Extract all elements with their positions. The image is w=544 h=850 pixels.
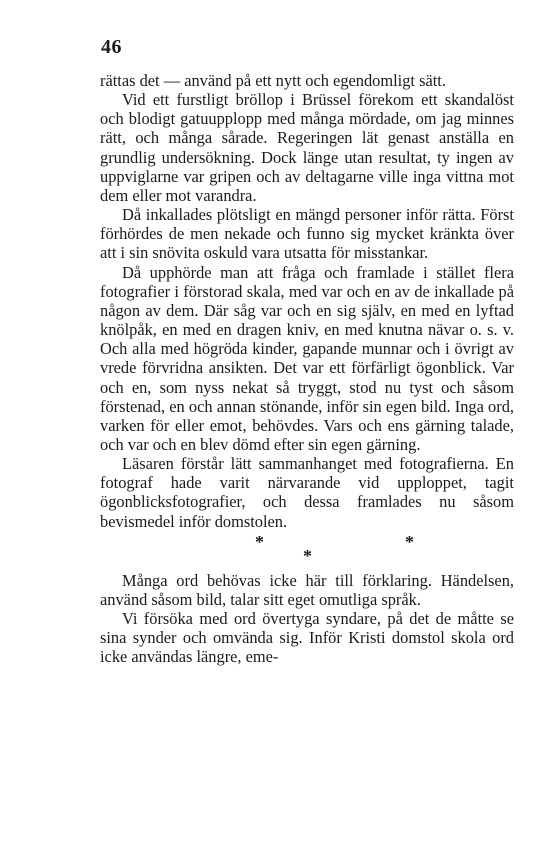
paragraph-7: Vi försöka med ord övertyga syndare, på det de måtte se sina synder och omvända sig. Inför Kristi domstol skola ord icke användas längre, eme- [100,609,514,667]
separator-star: * [303,545,312,566]
paragraph-4: Då upphörde man att fråga och framlade i stället flera fotografier i förstorad skala, med var och en av de inkallade på någon av dem. Där såg var och en sig själv, en med en lyftad knölpåk, en med en dragen kniv, en med knutna nävar o. s. v. Och alla med högröda kinder, gapande munnar och i övrigt av vrede förvridna ansikten. Det var ett förfärligt ögonblick. Var och en, som nyss nekat så tryggt, stod nu tyst och såsom förstenad, en och annan stönande, inför sin egen bild. Inga ord, varken för eller emot, behövdes. Vars och ens gärning talade, och var och en blev dömd efter sin egen gärning. [100,262,514,454]
paragraph-6: Många ord behövas icke här till förklaring. Händelsen, använd såsom bild, talar sitt eget omutliga språk. [100,570,514,609]
separator-star: * [405,531,414,552]
paragraph-2: Vid ett furstligt bröllop i Brüssel förekom ett skandalöst och blodigt gatuupplopp med många mördade, om jag minnes rätt, och många sårade. Regeringen lät genast anställa en grundlig undersökning. Dock länge utan resultat, ty ingen av uppviglarne var gripen och av deltagarne ville inga vittna mot dem eller mot varandra. [100,90,514,205]
paragraph-5: Läsaren förstår lätt sammanhanget med fotografierna. En fotograf hade varit närvarande vid upploppet, tagit ögonblicksfotografier, och dessa framlades nu såsom bevismedel inför domstolen. [100,454,514,531]
paragraph-3: Då inkallades plötsligt en mängd personer inför rätta. Först förhördes de men nekade och funno sig mycket kränkta över att i sin snövita oskuld vara utsatta för misstankar. [100,205,514,263]
section-separator [100,531,514,571]
separator-star: * [255,531,264,552]
page-number: 46 [101,36,122,58]
body-text [100,71,514,667]
paragraph-1: rättas det — använd på ett nytt och egendomligt sätt. [100,71,446,90]
